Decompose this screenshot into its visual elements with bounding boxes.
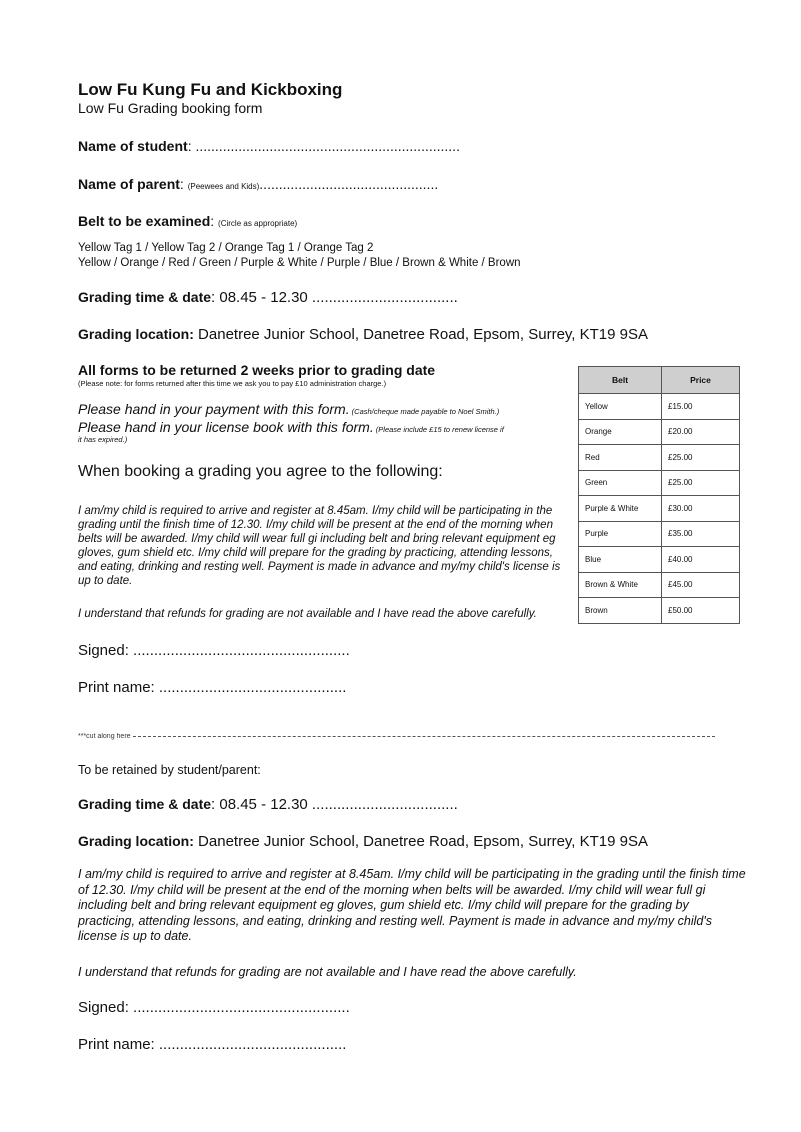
belt-cell: Purple & White xyxy=(579,496,662,522)
belt-options-line-1[interactable]: Yellow Tag 1 / Yellow Tag 2 / Orange Tag 1 / Orange Tag 2 xyxy=(78,242,374,254)
price-table xyxy=(578,366,740,624)
cut-line xyxy=(78,733,740,740)
retained-signed-field[interactable]: Signed: .................................................... xyxy=(78,999,350,1016)
refund-statement: I understand that refunds for grading are not available and I have read the above carefully. xyxy=(78,608,537,620)
parent-name-field[interactable] xyxy=(78,176,438,192)
retained-grading-time-value: : 08.45 - 12.30 ................................... xyxy=(211,796,458,813)
belt-cell: Brown xyxy=(579,598,662,624)
belt-cell: Red xyxy=(579,445,662,471)
belt-cell: Purple xyxy=(579,521,662,547)
admin-charge-note: (Please note: for forms returned after this time we ask you to pay £10 administration charge.) xyxy=(78,379,387,388)
student-name-label: Name of student xyxy=(78,138,188,154)
table-row xyxy=(579,394,740,420)
payment-instruction xyxy=(78,401,499,417)
print-name-field[interactable]: Print name: ............................................. xyxy=(78,679,347,696)
return-deadline-heading xyxy=(78,362,435,380)
price-cell: £45.00 xyxy=(662,572,740,598)
price-cell: £40.00 xyxy=(662,547,740,573)
form-subtitle: Low Fu Grading booking form xyxy=(78,100,263,116)
table-row xyxy=(579,445,740,471)
retained-heading: To be retained by student/parent: xyxy=(78,763,261,777)
retained-grading-location-label: Grading location: xyxy=(78,833,194,849)
license-note-cont: it has expired.) xyxy=(78,435,128,444)
price-cell: £30.00 xyxy=(662,496,740,522)
parent-name-note: (Peewees and Kids) xyxy=(187,182,260,191)
retained-grading-time xyxy=(78,796,458,813)
license-note: (Please include £15 to renew license if xyxy=(373,425,504,434)
price-cell: £35.00 xyxy=(662,521,740,547)
belt-column-header: Belt xyxy=(579,367,662,394)
belt-examined-note: (Circle as appropriate) xyxy=(218,219,298,228)
payment-note: (Cash/cheque made payable to Noel Smith.) xyxy=(349,407,500,416)
cut-dashed-line xyxy=(133,736,715,737)
price-cell: £15.00 xyxy=(662,394,740,420)
table-row xyxy=(579,572,740,598)
price-table-header-row xyxy=(579,367,740,394)
parent-name-dots[interactable]: .............................................. xyxy=(259,176,439,192)
belt-examined-heading xyxy=(78,213,297,229)
parent-colon: : xyxy=(179,176,188,192)
retained-grading-location xyxy=(78,833,648,850)
belt-cell: Orange xyxy=(579,419,662,445)
table-row xyxy=(579,547,740,573)
grading-location-label: Grading location: xyxy=(78,326,194,342)
grading-location-value: Danetree Junior School, Danetree Road, Epsom, Surrey, KT19 9SA xyxy=(193,326,649,343)
agreement-heading: When booking a grading you agree to the following: xyxy=(78,463,443,480)
cut-label: ***cut along here xyxy=(78,733,131,740)
table-row xyxy=(579,598,740,624)
retained-print-name-field[interactable]: Print name: ............................................. xyxy=(78,1036,347,1053)
table-row xyxy=(579,521,740,547)
belt-cell: Blue xyxy=(579,547,662,573)
signed-field[interactable]: Signed: .................................................... xyxy=(78,642,350,659)
table-row xyxy=(579,470,740,496)
retained-agreement-paragraph: I am/my child is required to arrive and register at 8.45am. I/my child will be participating in the grading until the finish time of 12.30. I/my child will be present at the end of the morning when belts will be awarded. I/my child will wear full gi including belt and bring relevant equipment eg gloves, gum shield etc. I/my child will prepare for the grading by practicing, attending lessons, and eating, drinking and resting well. Payment is made in advance and my/my child's license is up to date. xyxy=(78,867,746,943)
student-name-dots[interactable]: : .................................................................... xyxy=(187,138,460,154)
payment-text: Please hand in your payment with this form. xyxy=(78,401,350,417)
price-cell: £50.00 xyxy=(662,598,740,624)
grading-time-label: Grading time & date xyxy=(78,289,212,305)
license-text: Please hand in your license book with this form. xyxy=(78,419,374,435)
belt-cell: Green xyxy=(579,470,662,496)
price-column-header: Price xyxy=(662,367,740,394)
return-deadline-text: All forms to be returned 2 weeks prior to grading date xyxy=(78,362,436,378)
belt-colon: : xyxy=(210,213,219,229)
retained-refund-statement: I understand that refunds for grading are not available and I have read the above carefully. xyxy=(78,965,577,979)
grading-time-value: : 08.45 - 12.30 ................................... xyxy=(211,289,458,306)
table-row xyxy=(579,419,740,445)
student-name-field[interactable] xyxy=(78,138,460,154)
table-row xyxy=(579,496,740,522)
price-cell: £25.00 xyxy=(662,445,740,471)
retained-grading-location-value: Danetree Junior School, Danetree Road, Epsom, Surrey, KT19 9SA xyxy=(193,833,649,850)
belt-examined-label: Belt to be examined xyxy=(78,213,211,229)
belt-cell: Brown & White xyxy=(579,572,662,598)
grading-location xyxy=(78,326,648,343)
form-title: Low Fu Kung Fu and Kickboxing xyxy=(78,80,343,99)
price-cell: £25.00 xyxy=(662,470,740,496)
grading-time xyxy=(78,289,458,306)
parent-name-label: Name of parent xyxy=(78,176,180,192)
belt-options-line-2[interactable]: Yellow / Orange / Red / Green / Purple & White / Purple / Blue / Brown & White / Brown xyxy=(78,257,521,269)
belt-cell: Yellow xyxy=(579,394,662,420)
license-instruction xyxy=(78,419,504,435)
price-cell: £20.00 xyxy=(662,419,740,445)
retained-grading-time-label: Grading time & date xyxy=(78,796,212,812)
agreement-paragraph: I am/my child is required to arrive and register at 8.45am. I/my child will be participating in the grading until the finish time of 12.30. I/my child will be present at the end of the morning when belts will be awarded. I/my child will wear full gi including belt and bring relevant equipment eg gloves, gum shield etc. I/my child will prepare for the grading by practicing, attending lessons, and eating, drinking and resting well. Payment is made in advance and my/my child's license is up to date. xyxy=(78,505,561,587)
